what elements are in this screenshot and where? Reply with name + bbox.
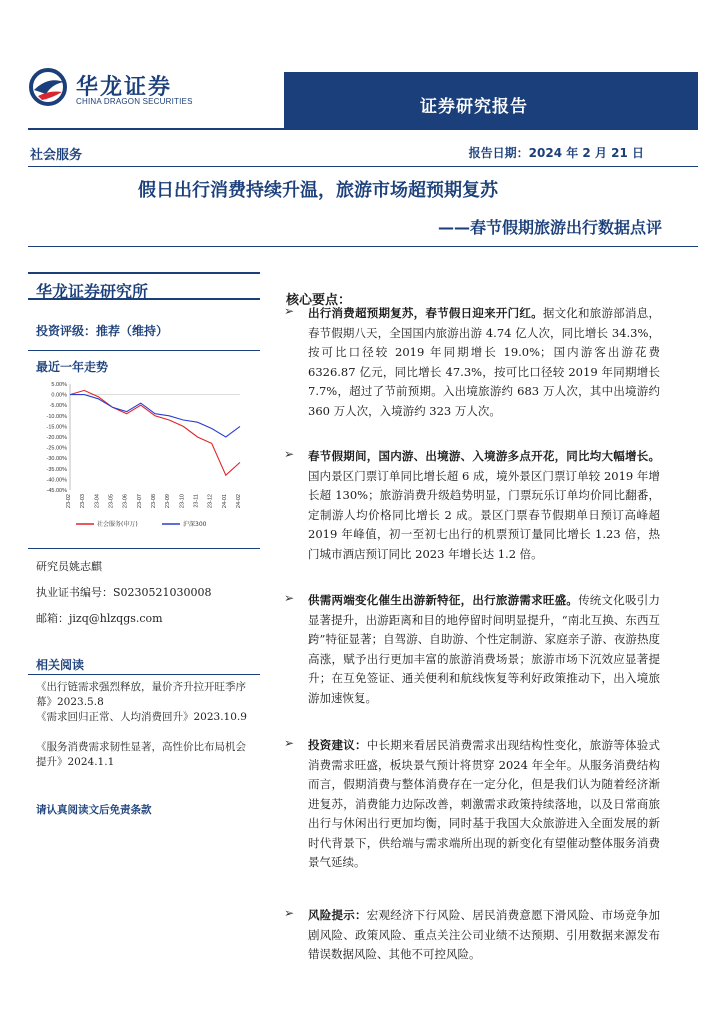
investment-rating: 投资评级：推荐（维持） — [36, 324, 169, 338]
y-tick-label: 0.00% — [51, 392, 67, 399]
key-point-lead: 供需两端变化催生出游新特征，出行旅游需求旺盛。 — [308, 593, 579, 607]
trend-chart-title: 最近一年走势 — [36, 360, 109, 374]
arrow-bullet-icon: ➢ — [284, 447, 295, 461]
analyst-name: 研究员姚志麒 — [36, 560, 102, 573]
key-point-text — [308, 736, 660, 873]
y-tick-label: -10.00% — [46, 413, 67, 420]
y-tick-label: -25.00% — [46, 445, 67, 452]
key-point-text — [308, 906, 660, 965]
key-point-lead: 风险提示： — [308, 908, 367, 922]
header-rule — [28, 128, 698, 130]
key-point-text — [308, 447, 660, 564]
key-point-lead: 投资建议： — [308, 738, 367, 752]
related-divider — [28, 674, 260, 675]
page-title: 假日出行消费持续升温，旅游市场超预期复苏 — [138, 180, 498, 201]
header-divider — [28, 166, 698, 167]
key-point-text — [308, 591, 660, 708]
arrow-bullet-icon: ➢ — [284, 591, 295, 605]
x-tick-label: 23-10 — [179, 494, 186, 509]
trend-line-chart — [36, 378, 250, 538]
key-point-body: 中长期来看居民消费需求出现结构性变化，旅游等体验式消费需求旺盛，板块景气预计将贯穿 2024 年全年。从服务消费结构而言，假期消费与整体消费存在一定分化，但是我们认为随着经济渐进复苏，消费能力边际改善，刺激需求政策持续落地，以及日常商旅出行与休闲出行更加均衡，同时基于我国大众旅游进入全面发展的新时代背景下，供给端与需求端所出现的新变化有望催动整体服务消费景气延续。 — [308, 738, 661, 869]
key-point-3 — [284, 591, 660, 708]
analyst-email[interactable]: 邮箱：jizq@hlzqgs.com — [36, 612, 163, 625]
x-tick-label: 23-07 — [136, 494, 143, 509]
title-divider — [28, 246, 698, 247]
x-tick-label: 23-11 — [193, 494, 200, 508]
report-type-title: 证券研究报告 — [420, 97, 528, 117]
key-point-5 — [284, 906, 660, 965]
key-point-body: 宏观经济下行风险、居民消费意愿下滑风险、市场竞争加剧风险、政策风险、重点关注公司业绩不达预期、引用数据来源发布错误数据风险、其他不可控风险。 — [308, 908, 661, 961]
y-tick-label: -40.00% — [46, 477, 67, 484]
related-reading-title: 相关阅读 — [36, 658, 85, 672]
key-point-body: 国内景区门票订单同比增长超 6 成，境外景区门票订单较 2019 年增长超 130%；旅游消费升级趋势明显，门票玩乐订单均价同比翻番，定制游人均价格同比增长 2 成。景区门票春节假期单日预订高峰超 2019 年峰值，初一至初七出行的机票预订量同比增长 1.23 倍，热门城市酒店预订同比 2023 年增长达 1.2 倍。 — [308, 468, 660, 561]
key-point-body: 据文化和旅游部消息，春节假期八天，全国国内旅游出游 4.74 亿人次，同比增长 34.3%，按可比口径较 2019 年同期增长 19.0%；国内游客出游花费 6326.87 亿元，同比增长 47.3%，按可比口径较 2019 年同期增长 7.7%，超过了节前预期。入出境旅游约 683 万人次，其中出境游约 360 万人次，入境游约 323 万人次。 — [308, 306, 660, 418]
x-tick-label: 23-08 — [151, 494, 157, 509]
y-tick-label: -20.00% — [46, 435, 67, 441]
x-tick-label: 23-03 — [80, 494, 87, 509]
y-tick-label: 5.00% — [51, 382, 67, 388]
institute-name: 华龙证券研究所 — [36, 282, 149, 301]
x-tick-label: 23-06 — [122, 494, 129, 509]
legend-label: 沪深300 — [183, 521, 207, 528]
disclaimer-note: 请认真阅读文后免责条款 — [36, 804, 152, 816]
series-line — [70, 390, 240, 475]
x-tick-label: 23-05 — [108, 494, 115, 509]
industry-label: 社会服务 — [30, 148, 83, 163]
arrow-bullet-icon: ➢ — [284, 906, 295, 920]
key-point-lead: 春节假期间，国内游、出境游、入境游多点开花，同比均大幅增长。 — [308, 449, 660, 463]
key-point-4 — [284, 736, 660, 873]
key-point-1 — [284, 304, 660, 421]
company-logo — [28, 66, 198, 110]
related-item[interactable]: 《需求回归正常、人均消费回升》2023.10.9 — [36, 711, 247, 723]
key-point-body: 传统文化吸引力显著提升，出游距离和目的地停留时间明显提升，“南北互换、东西互跨”特征显著；自驾游、自助游、个性定制游、家庭亲子游、夜游热度高涨，赋予出行更加丰富的旅游消费场景；旅游市场下沉效应显著提升；在互免签证、通关便利和航线恢复等利好政策推动下，出入境旅游加速恢复。 — [308, 593, 661, 705]
page-subtitle: ——春节假期旅游出行数据点评 — [437, 218, 662, 237]
analyst-cert: 执业证书编号：S0230521030008 — [36, 586, 212, 599]
legend-label: 社会服务(申万) — [97, 521, 138, 528]
chart-divider — [28, 548, 260, 549]
y-tick-label: -45.00% — [46, 488, 67, 494]
x-tick-label: 23-02 — [66, 494, 72, 509]
logo-chinese-name: 华龙证券 — [76, 75, 173, 100]
logo-english-name: CHINA DRAGON SECURITIES — [76, 97, 193, 106]
y-tick-label: -35.00% — [46, 466, 67, 473]
key-point-text — [308, 304, 660, 421]
related-item[interactable]: 《出行链需求强烈释放，量价齐升拉开旺季序幕》2023.5.8 — [36, 681, 246, 708]
key-point-2 — [284, 447, 660, 564]
key-point-lead: 出行消费超预期复苏，春节假日迎来开门红。 — [308, 306, 543, 320]
related-item[interactable]: 《服务消费需求韧性显著，高性价比布局机会提升》2024.1.1 — [36, 741, 246, 768]
x-tick-label: 23-04 — [94, 494, 101, 509]
x-tick-label: 24-02 — [236, 494, 242, 509]
x-tick-label: 23-09 — [165, 494, 172, 509]
dragon-logo-icon — [28, 68, 70, 106]
rating-divider — [28, 350, 260, 351]
y-tick-label: -5.00% — [49, 403, 67, 410]
y-tick-label: -30.00% — [46, 456, 67, 463]
arrow-bullet-icon: ➢ — [284, 736, 295, 750]
arrow-bullet-icon: ➢ — [284, 304, 295, 318]
x-tick-label: 23-12 — [207, 494, 214, 509]
key-points-title: 核心要点： — [286, 293, 352, 308]
report-date: 报告日期：2024 年 2 月 21 日 — [468, 146, 644, 160]
y-tick-label: -15.00% — [46, 424, 67, 431]
x-tick-label: 24-01 — [221, 494, 228, 509]
